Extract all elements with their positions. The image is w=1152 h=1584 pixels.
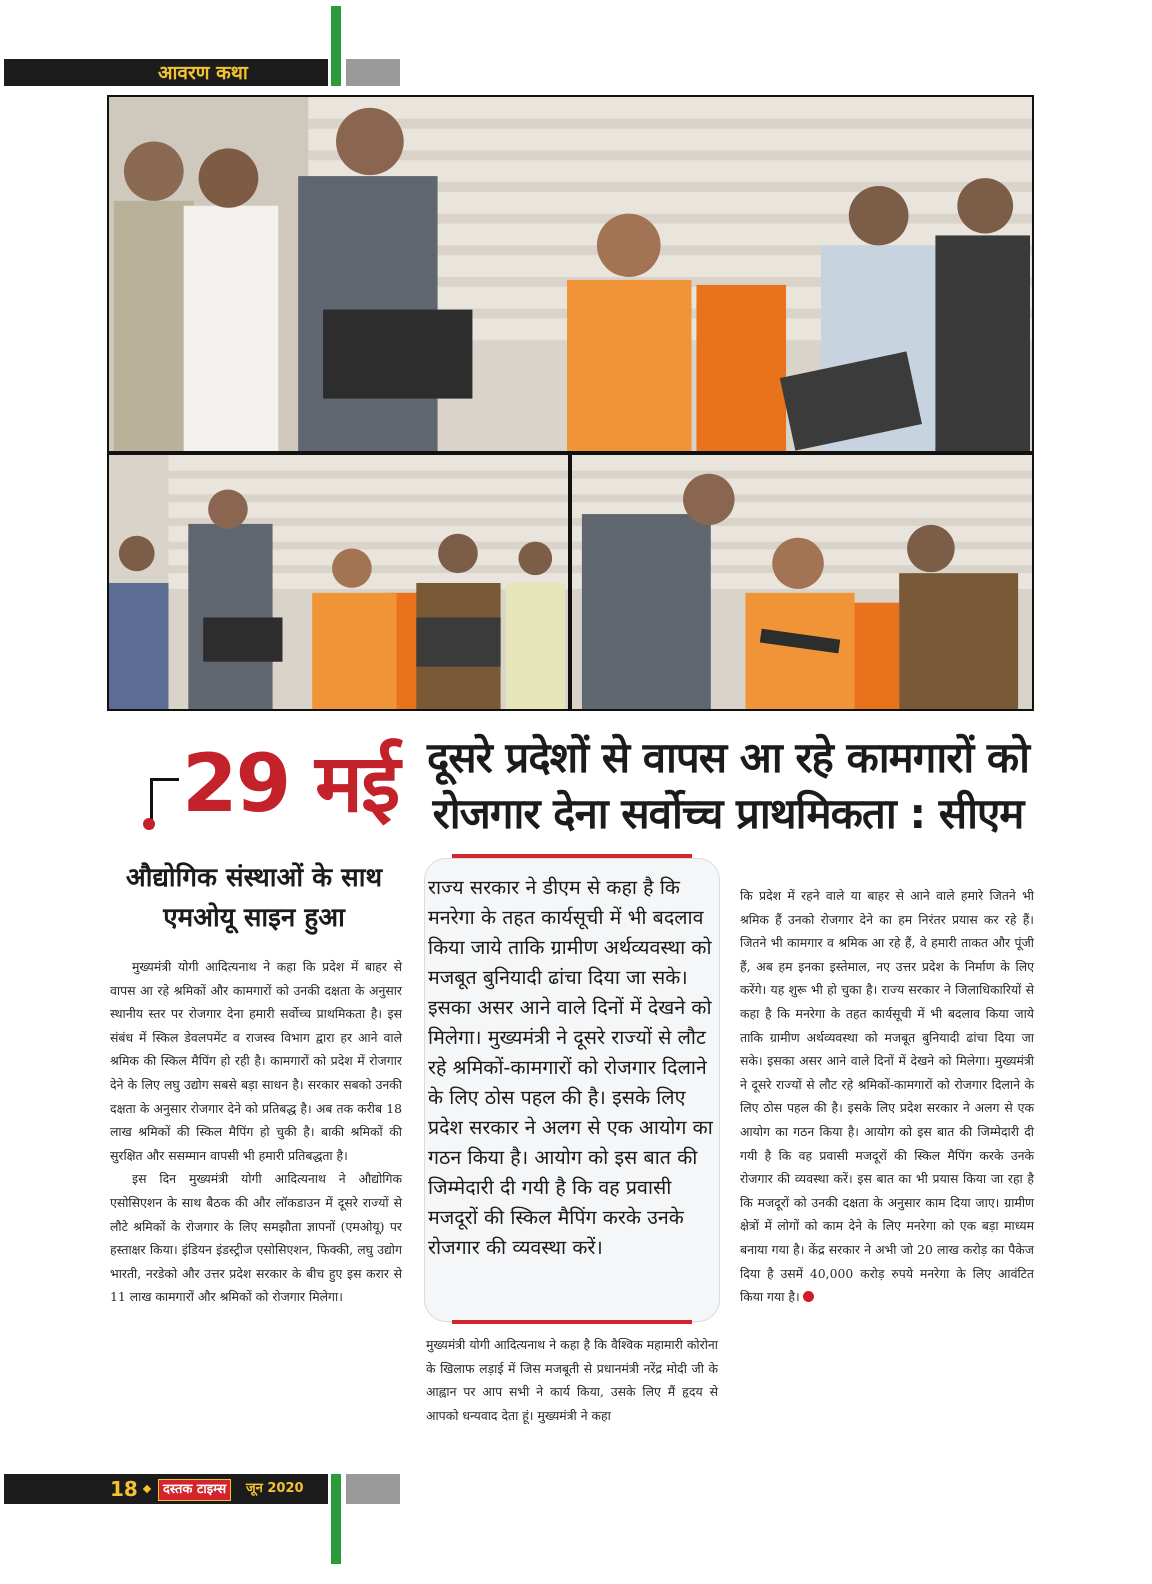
section-label: आवरण कथा (158, 62, 248, 84)
paragraph-text: कि प्रदेश में रहने वाले या बाहर से आने वाले हमारे जितने भी श्रमिक हैं उनको रोजगार देने का हम निरंतर प्रयास कर रहे हैं। जितने भी कामगार व श्रमिक आ रहे हैं, वे हमारी ताकत और पूंजी हैं, अब हम इनका इस्तेमाल, नए उत्तर प्रदेश के निर्माण के लिए करेंगे। यह शुरू भी हो चुका है। राज्य सरकार ने जिलाधिकारियों से कहा है कि मनरेगा के तहत कार्यसूची में भी बदलाव किया जाये ताकि ग्रामीण अर्थव्यवस्था को मजबूत बुनियादी ढांचा दिया जा सके। इसका असर आने वाले दिनों में देखने को मिलेगा। मुख्यमंत्री ने दूसरे राज्यों से लौट रहे श्रमिकों-कामगारों को रोजगार दिलाने के लिए ठोस पहल की है। इसके लिए प्रदेश सरकार ने अलग से एक आयोग का गठन किया है। आयोग को इस बात की जिम्मेदारी दी गयी है कि वह प्रवासी मजदूरों की स्किल मैपिंग करके उनके रोजगार की व्यवस्था करें। इस बात का भी प्रयास किया जा रहा है कि मजदूरों को उनकी दक्षता के अनुसार काम दिया जाए। ग्रामीण क्षेत्रों में लोगों को काम देने के लिए मनरेगा को एक बड़ा माध्यम बनाया गया है। केंद्र सरकार ने अभी जो 20 लाख करोड़ का पैकेज दिया है उसमें 40,000 करोड़ रुपये मनरेगा के लिए आवंटित किया गया है। (740, 888, 1034, 1305)
article-column-3 (740, 884, 1034, 1309)
paragraph: मुख्यमंत्री योगी आदित्यनाथ ने कहा कि प्रदेश में बाहर से वापस आ रहे श्रमिकों और कामगारों को उनकी दक्षता के अनुसार स्थानीय स्तर पर रोजगार देना हमारी सर्वोच्च प्राथमिकता है। इस संबंध में स्किल डेवलपमेंट व राजस्व विभाग द्वारा हर आने वाले श्रमिक की स्किल मैपिंग हो रही है। कामगारों को प्रदेश में रोजगार देने के लिए लघु उद्योग सबसे बड़ा साधन है। सरकार सबको उनकी दक्षता के अनुसार रोजगार देने को प्रतिबद्ध है। अब तक करीब 18 लाख श्रमिकों की स्किल मैपिंग हो चुकी है। बाकी श्रमिकों की सुरक्षित और ससम्मान वापसी भी हमारी प्रतिबद्धता है। (110, 959, 402, 1163)
pull-quote-rule-bottom (452, 1320, 692, 1324)
issue-date: जून 2020 (246, 1481, 304, 1496)
footer-grey-box (346, 1474, 400, 1504)
date-dot-decoration (143, 818, 155, 830)
photo-bottom-right-handover (570, 453, 1034, 711)
subhead-line-1: औद्योगिक संस्थाओं के साथ (125, 863, 383, 893)
grey-accent-box (346, 59, 400, 86)
end-of-article-dot (803, 1291, 814, 1302)
paragraph: इस दिन मुख्यमंत्री योगी आदित्यनाथ ने औद्योगिक एसोसिएशन के साथ बैठक की और लॉकडाउन में दूसरे राज्यों से लौटे श्रमिकों के रोजगार के लिए समझौता ज्ञापनों (एमओयू) पर हस्ताक्षर किया। इंडियन इंडस्ट्रीज एसोसिएशन, फिक्की, लघु उद्योग भारती, नरडेको और उत्तर प्रदेश सरकार के बीच हुए इस करार से 11 लाख कामगारों और श्रमिकों को रोजगार मिलेगा। (110, 1171, 402, 1305)
photo-meeting-icon (109, 97, 1032, 451)
article-column-2 (426, 1333, 718, 1427)
article-column-1 (110, 955, 402, 1309)
paragraph (740, 884, 1034, 1309)
photo-group-icon (109, 455, 568, 709)
photo-bottom-left-group (107, 453, 570, 711)
article-date: 29 मई (182, 737, 399, 830)
article-subheadline (104, 858, 404, 938)
footer-green-rule (331, 1474, 341, 1564)
article-headline (408, 730, 1048, 842)
page-number: 18 (110, 1477, 138, 1501)
headline-line-2: रोजगार देना सर्वोच्च प्राथमिकता : सीएम (432, 789, 1024, 838)
paragraph: मुख्यमंत्री योगी आदित्यनाथ ने कहा है कि वैश्विक महामारी कोरोना के खिलाफ लड़ाई में जिस मजबूती से प्रधानमंत्री नरेंद्र मोदी जी के आह्वान पर आप सभी ने कार्य किया, उसके लिए मैं हृदय से आपको धन्यवाद देता हूं। मुख्यमंत्री ने कहा (426, 1337, 718, 1423)
green-accent-rule (331, 6, 341, 86)
photo-handover-icon (572, 455, 1032, 709)
subhead-line-2: एमओयू साइन हुआ (163, 903, 345, 933)
pull-quote-text: राज्य सरकार ने डीएम से कहा है कि मनरेगा के तहत कार्यसूची में भी बदलाव किया जाये ताकि ग्रामीण अर्थव्यवस्था को मजबूत बुनियादी ढांचा दिया जा सके। इसका असर आने वाले दिनों में देखने को मिलेगा। मुख्यमंत्री ने दूसरे राज्यों से लौट रहे श्रमिकों-कामगारों को रोजगार दिलाने के लिए ठोस पहल की है। इसके लिए प्रदेश सरकार ने अलग से एक आयोग का गठन किया है। आयोग को इस बात की जिम्मेदारी दी गयी है कि वह प्रवासी मजदूरों की स्किल मैपिंग करके उनके रोजगार की व्यवस्था करें। (428, 876, 713, 1259)
photo-top-meeting (107, 95, 1034, 453)
pull-quote-rule-top (452, 854, 692, 858)
magazine-logo: दस्तक टाइम्स (158, 1479, 231, 1501)
headline-line-1: दूसरे प्रदेशों से वापस आ रहे कामगारों को (426, 733, 1030, 782)
